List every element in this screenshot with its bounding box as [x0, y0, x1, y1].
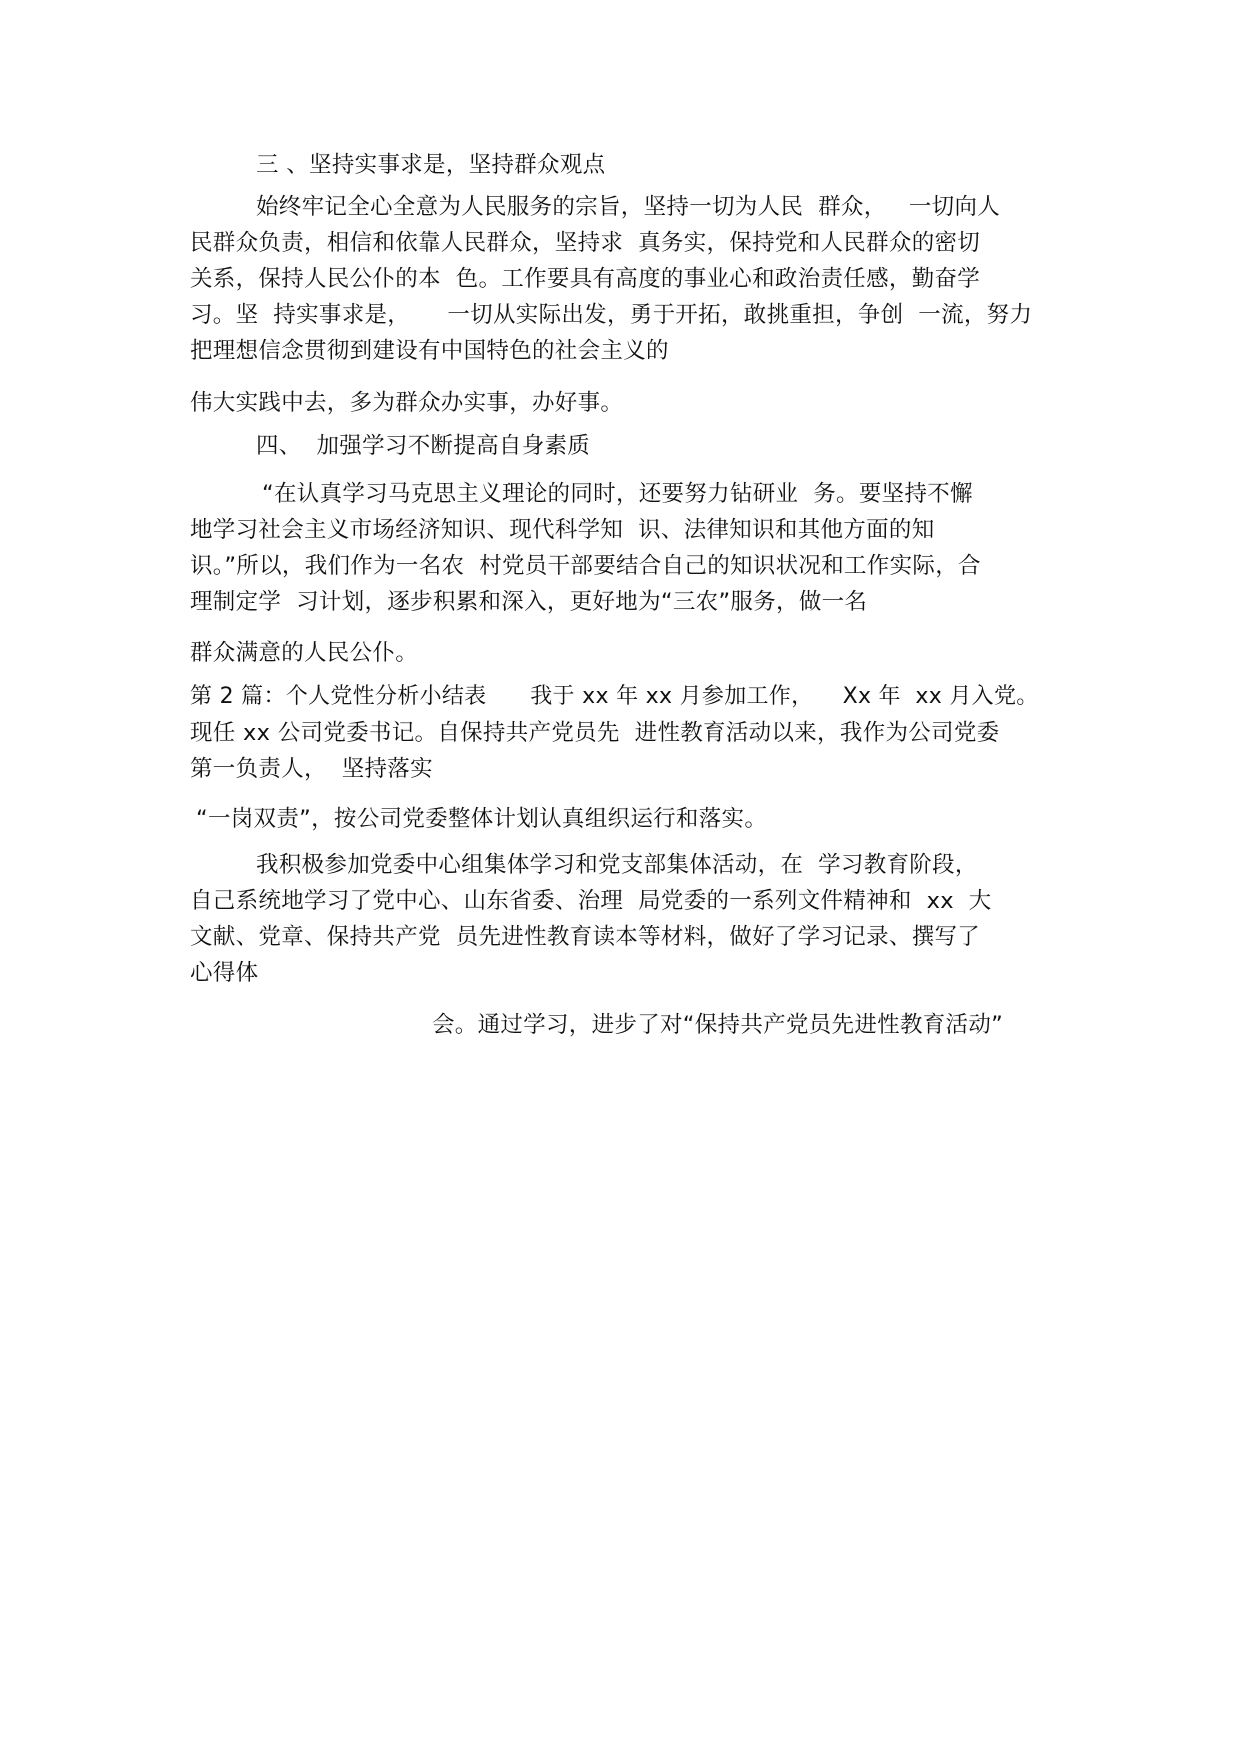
paragraph-line: 识。”所以，我们作为一名农 村党员干部要结合自己的知识状况和工作实际，合 [190, 553, 981, 579]
paragraph-line: 关系，保持人民公仆的本 色。工作要具有高度的事业心和政治责任感，勤奋学 [190, 266, 981, 292]
paragraph-line: 始终牢记全心全意为人民服务的宗旨，坚持一切为人民 群众， 一切向人 [256, 194, 1001, 220]
paragraph-line: 现任 xx 公司党委书记。自保持共产党员先 进性教育活动以来，我作为公司党委 [190, 720, 1000, 746]
paragraph-last-line: 会。通过学习，进步了对“保持共产党员先进性教育活动” [432, 1012, 1004, 1038]
paragraph-line: 第一负责人， 坚持落实 [190, 756, 433, 782]
section-3-heading: 三 、坚持实事求是，坚持群众观点 [256, 152, 606, 178]
paragraph-line: 我积极参加党委中心组集体学习和党支部集体活动，在 学习教育阶段， [256, 852, 978, 878]
article-2-title-line: 第 2 篇：个人党性分析小结表 我于 xx 年 xx 月参加工作， Xx 年 xx 月入党。 [190, 684, 1039, 709]
paragraph-line: 习。坚 持实事求是， 一切从实际出发，勇于开拓，敢挑重担，争创 一流，努力 [190, 302, 1033, 328]
paragraph-line: 文献、党章、保持共产党 员先进性教育读本等材料，做好了学习记录、撰写了 [190, 924, 981, 950]
paragraph-line: 民群众负责，相信和依靠人民群众，坚持求 真务实，保持党和人民群众的密切 [190, 230, 981, 256]
paragraph-line: 把理想信念贯彻到建设有中国特色的社会主义的 [190, 338, 669, 364]
paragraph-line: 自己系统地学习了党中心、山东省委、治理 局党委的一系列文件精神和 xx 大 [190, 888, 992, 914]
paragraph-line: 理制定学 习计划，逐步积累和深入，更好地为“三农”服务，做一名 [190, 589, 868, 615]
paragraph-line: 群众满意的人民公仆。 [190, 640, 419, 666]
paragraph-line: 地学习社会主义市场经济知识、现代科学知 识、法律知识和其他方面的知 [190, 517, 935, 543]
section-4-heading: 四、 加强学习不断提高自身素质 [256, 433, 591, 459]
paragraph-line: “一岗双责”，按公司党委整体计划认真组织运行和落实。 [196, 806, 768, 832]
paragraph-line: “在认真学习马克思主义理论的同时，还要努力钻研业 务。要坚持不懈 [262, 481, 973, 507]
paragraph-line: 心得体 [190, 960, 259, 986]
paragraph-line: 伟大实践中去，多为群众办实事，办好事。 [190, 390, 624, 416]
